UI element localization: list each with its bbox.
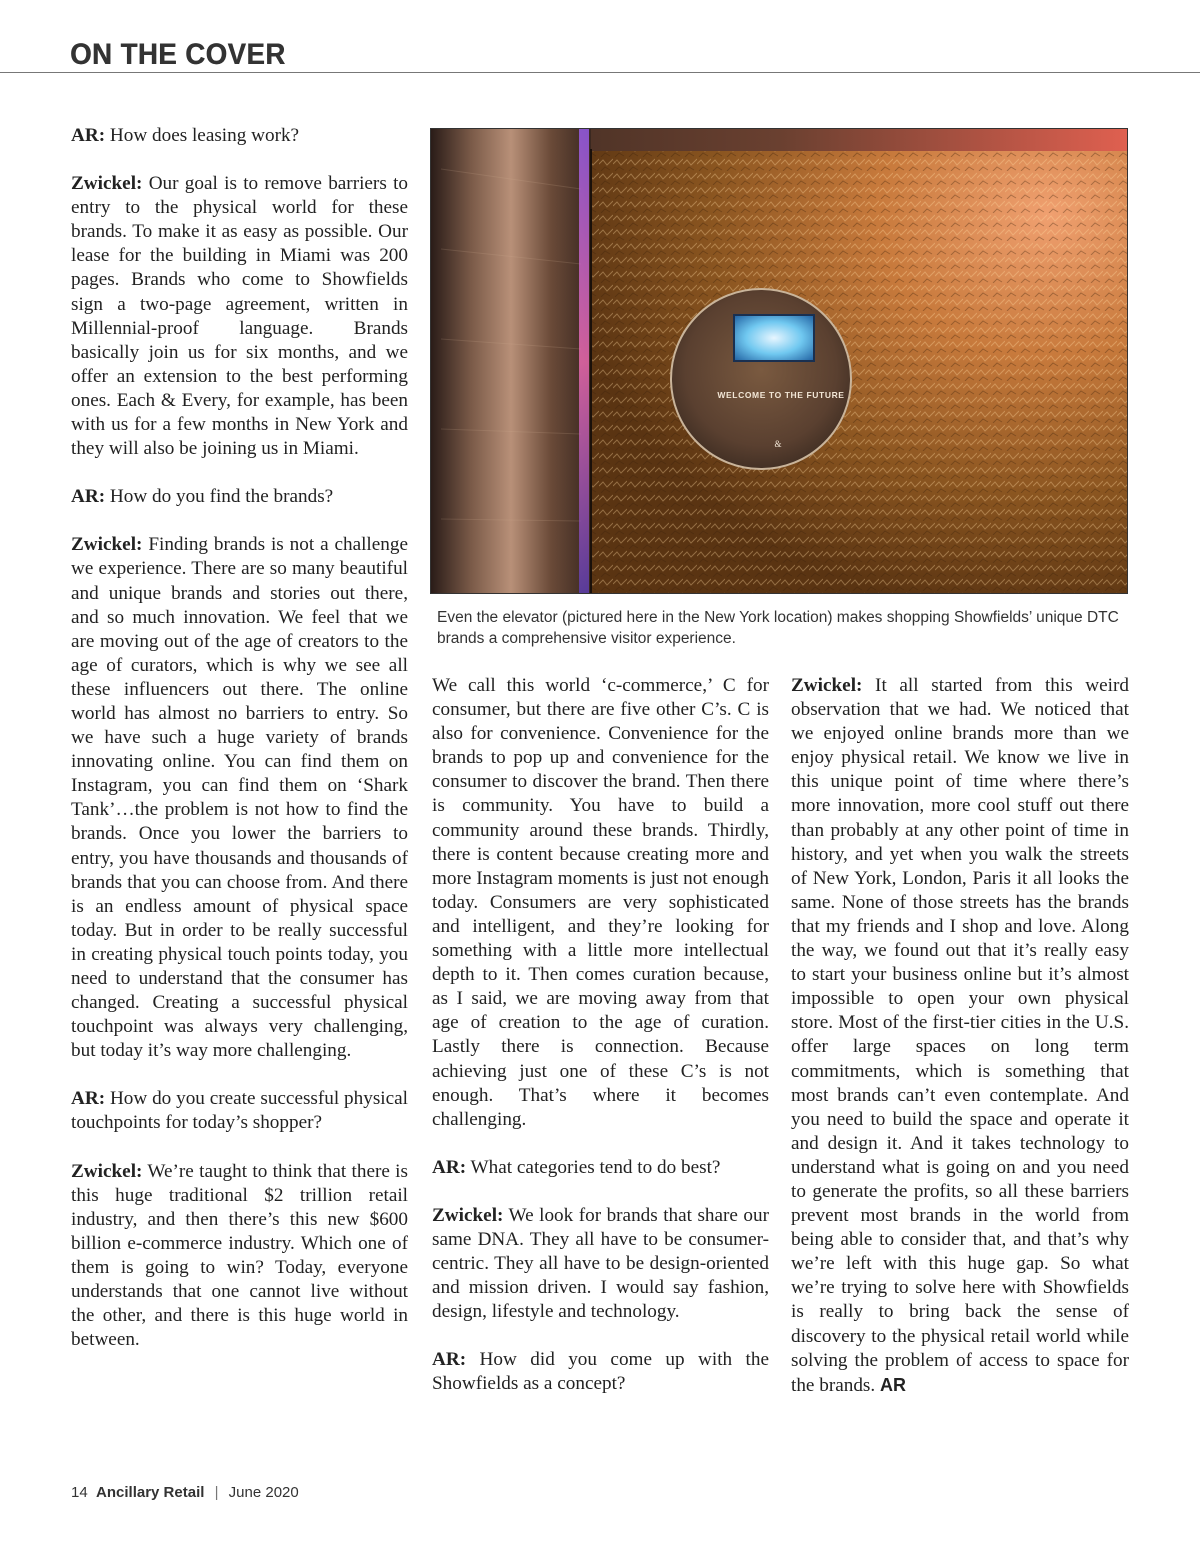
speaker-label: AR: xyxy=(71,1088,106,1110)
article-column-1 xyxy=(71,124,408,1376)
question xyxy=(71,1087,408,1135)
speaker-label: AR: xyxy=(432,1156,467,1178)
answer-text: Finding brands is not a challenge we experience. There are so many beautiful and unique brands and stories out there, and so much innovation. We feel that we are moving out of the age of creators to the age of curators, which is why we see all these influencers out there. The online world has almost no barriers to entry. So we have such a huge variety of brands innovating online. You can find them on Instagram, you can find them on ‘Shark Tank’…the problem is not how to find the brands. Once you lower the barriers to entry, you have thousands and thousands of brands that you can choose from. And there is an endless amount of physical space today. But in order to be really successful in creating physical touch points today, you need to understand that the consumer has changed. Creating a successful physical touchpoint was always very challenging, but today it’s way more challenging. xyxy=(71,534,408,1062)
article-column-2 xyxy=(432,674,769,1421)
article-column-3 xyxy=(791,674,1129,1422)
question xyxy=(71,124,408,148)
question-text: How did you come up with the Showfields as a concept? xyxy=(432,1349,769,1395)
speaker-label: Zwickel: xyxy=(791,675,863,696)
photo-sign-text: WELCOME TO THE FUTURE xyxy=(717,390,845,400)
question-text: What categories tend to do best? xyxy=(466,1156,721,1178)
section-header: ON THE COVER xyxy=(70,38,286,71)
speaker-label: AR: xyxy=(71,486,106,508)
elevator-illustration xyxy=(431,129,1128,594)
elevator-photo xyxy=(430,128,1128,594)
speaker-label: Zwickel: xyxy=(432,1204,504,1226)
question-text: How does leasing work? xyxy=(105,125,300,146)
answer-text: We’re taught to think that there is this huge traditional $2 trillion retail industry, and then there’s this new $600 billion e-commerce industry. Which one of them is going to win? Today, everyone understands that one cannot live without the other, and there is this huge world in between. xyxy=(71,1160,408,1351)
question xyxy=(432,1348,769,1396)
issue-date: June 2020 xyxy=(228,1484,299,1501)
answer-text: Our goal is to remove barriers to entry to the physical world for these brands. To make it as easy as possible. Our lease for the building in Miami was 200 pages. Brands who come to Showfields sign a two-page agreement, written in Millennial-proof language. Brands basically join us for six months, and we offer an extension to the best performing ones. Each & Every, for example, has been with us for a few months in New York and they will also be joining us in Miami. xyxy=(71,173,408,460)
speaker-label: Zwickel: xyxy=(71,1160,143,1182)
question-text: How do you find the brands? xyxy=(105,486,334,508)
publication-name: Ancillary Retail xyxy=(96,1484,205,1501)
paragraph: We call this world ‘c-commerce,’ C for consumer, but there are five other C’s. C is also for convenience. Convenience for the brands to pop up and convenience for the consumer to discover the brand. Then there is community. You have to build a community around these brands. Thirdly, there is content because creating more and more Instagram moments is just not enough today. Consumers are very sophisticated and intelligent, and they’re looking for something with a little more intellectual depth to it. Then comes curation because, as I said, we are moving away from that age of creation to the age of curation. Lastly there is connection. Because achieving just one of these C’s is not enough. That’s where it becomes challenging. xyxy=(432,675,769,1130)
answer xyxy=(432,1204,769,1324)
speaker-label: Zwickel: xyxy=(71,173,143,195)
page-number: 14 xyxy=(71,1484,88,1501)
answer-text: It all started from this weird observation that we had. We noticed that we enjoyed online brands more than we enjoy physical retail. We know we live in this unique point of time where there’s more innovation, more cool stuff out there than probably at any other point of time in history, and yet when you walk the streets of New York, London, Paris it all looks the same. None of those streets has the brands that my friends and I shop and love. Along the way, we found out that it’s really easy to start your business online but it’s almost impossible to open your own physical store. Most of the first-tier cities in the U.S. offer large spaces on long term commitments, which is something that most brands can’t even contemplate. And you need to build the space and operate it and design it. And it takes technology to understand what is going on and you need to generate the profits, so all these barriers prevent most brands in the world from being able to consider that, and that’s why we’re left with this huge gap. So what we’re trying to solve here with Showfields is really to bring back the sense of discovery to the physical retail world while solving the problem of access to space for the brands. xyxy=(791,675,1129,1396)
end-mark: AR xyxy=(880,1374,906,1395)
question-text: How do you create successful physical touchpoints for today’s shopper? xyxy=(71,1088,408,1134)
photo-sign-mark: & xyxy=(774,439,782,449)
footer-separator: | xyxy=(214,1484,219,1501)
question xyxy=(432,1156,769,1180)
speaker-label: AR: xyxy=(432,1349,467,1371)
answer-text: We look for brands that share our same DNA. They all have to be consumer-centric. They all have to be design-oriented and mission driven. I would say fashion, design, lifestyle and technology. xyxy=(432,1204,769,1323)
answer xyxy=(71,1160,408,1353)
speaker-label: Zwickel: xyxy=(71,534,143,556)
header-rule xyxy=(0,72,1200,73)
question xyxy=(71,485,408,509)
answer xyxy=(791,674,1129,1398)
page-footer xyxy=(71,1484,299,1501)
photo-caption: Even the elevator (pictured here in the New York location) makes shopping Showfields’ unique DTC brands a comprehensive visitor experience. xyxy=(437,609,1119,647)
answer xyxy=(71,172,408,461)
answer xyxy=(71,533,408,1063)
speaker-label: AR: xyxy=(71,125,106,146)
